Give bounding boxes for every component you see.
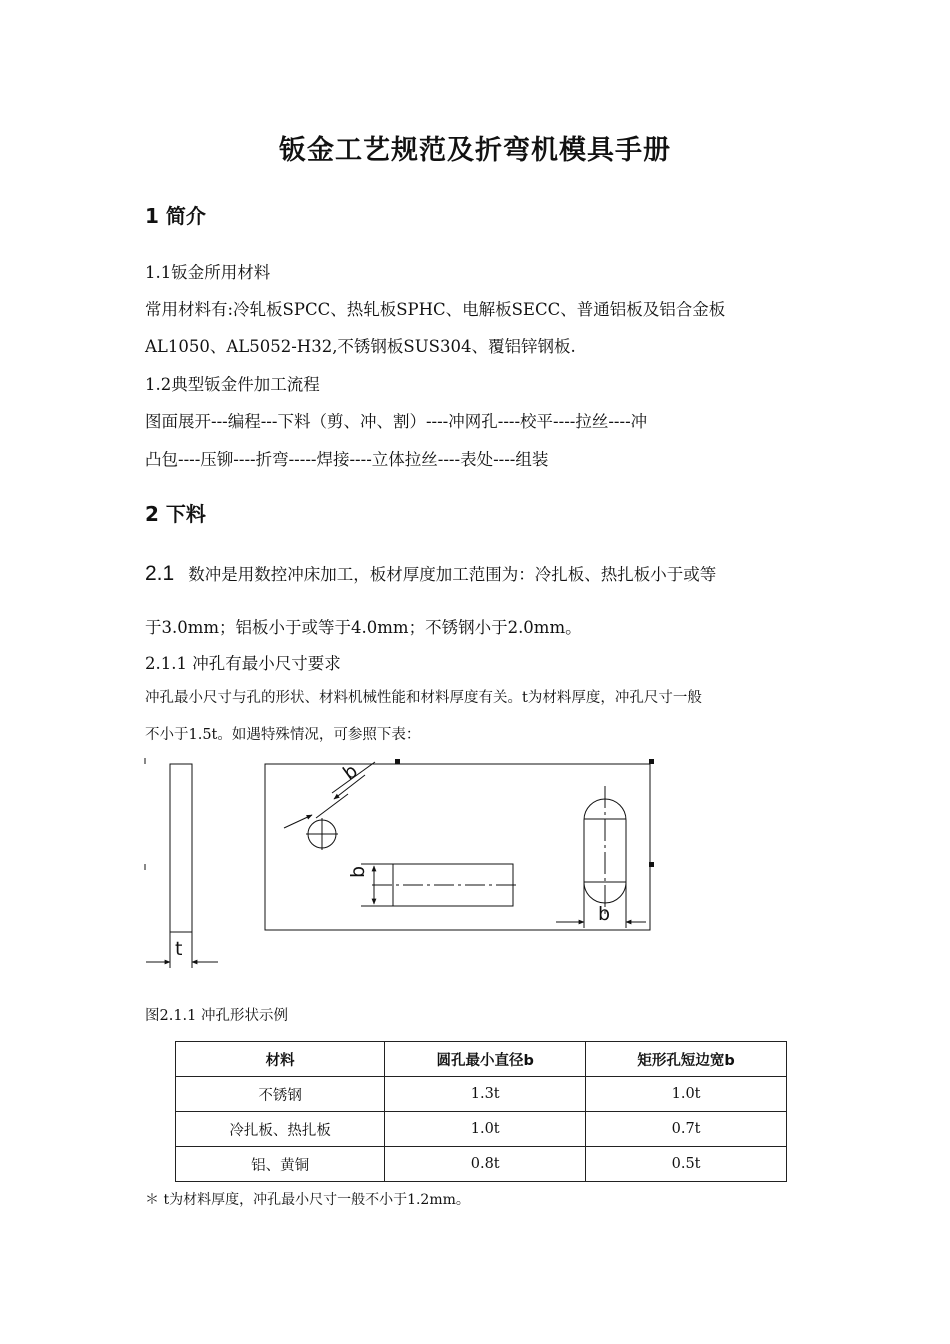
materials-line-1: 常用材料有:冷轧板SPCC、热轧板SPHC、电解板SECC、普通铝板及铝合金板 (145, 300, 726, 319)
rectangle-hole (361, 864, 520, 906)
section-number: 2.1 (145, 562, 175, 585)
table-cell: 1.0t (385, 1112, 586, 1147)
table-row (176, 1077, 787, 1112)
materials-line-2: AL1050、AL5052-H32,不锈钢板SUS304、覆铝锌钢板. (145, 337, 576, 356)
rect-hole-label: b (347, 865, 369, 878)
subsection-2-1-1: 2.1.1 冲孔有最小尺寸要求 (145, 654, 341, 673)
section-2-1-line-2: 于3.0mm；铝板小于或等于4.0mm；不锈钢小于2.0mm。 (145, 618, 582, 637)
section-2-1-text: 数冲是用数控冲床加工，板材厚度加工范围为：冷扎板、热扎板小于或等 (188, 565, 717, 584)
round-hole-label: b (339, 759, 362, 785)
table-cell: 1.3t (385, 1077, 586, 1112)
table-row (176, 1112, 787, 1147)
plate-side-view (145, 758, 218, 968)
slot-hole-label: b (598, 903, 611, 925)
plate-top-view (265, 764, 650, 930)
table-cell: 冷扎板、热扎板 (176, 1112, 385, 1147)
section-1-heading: 1 简介 (145, 204, 206, 228)
table-cell: 不锈钢 (176, 1077, 385, 1112)
column-header: 材料 (176, 1042, 385, 1077)
punch-rule-line-2: 不小于1.5t。如遇特殊情况，可参照下表： (145, 727, 421, 743)
grip-handle (395, 759, 400, 764)
punch-rule-line-1: 冲孔最小尺寸与孔的形状、材料机械性能和材料厚度有关。t为材料厚度，冲孔尺寸一般 (145, 690, 702, 706)
table-footnote: ＊ t为材料厚度，冲孔最小尺寸一般不小于1.2mm。 (145, 1192, 470, 1208)
grip-handle (649, 759, 654, 764)
process-line-2: 凸包----压铆----折弯-----焊接----立体拉丝----表处----组装 (145, 450, 549, 469)
process-line-1: 图面展开---编程---下料（剪、冲、割）----冲网孔----校平----拉丝----冲 (145, 412, 648, 431)
column-header: 矩形孔短边宽b (586, 1042, 787, 1077)
table-cell: 铝、黄铜 (176, 1147, 385, 1182)
table-cell: 0.7t (586, 1112, 787, 1147)
min-punch-size-table (175, 1041, 787, 1182)
page-title: 钣金工艺规范及折弯机模具手册 (279, 135, 671, 166)
grip-handle (649, 862, 654, 867)
table-cell: 1.0t (586, 1077, 787, 1112)
thickness-label: t (175, 938, 183, 960)
column-header: 圆孔最小直径b (385, 1042, 586, 1077)
table-row (176, 1147, 787, 1182)
table-cell: 0.5t (586, 1147, 787, 1182)
table-header-row (176, 1042, 787, 1077)
figure-caption: 图2.1.1 冲孔形状示例 (145, 1008, 289, 1024)
table-cell: 0.8t (385, 1147, 586, 1182)
section-2-heading: 2 下料 (145, 502, 206, 526)
subsection-1-2: 1.2典型钣金件加工流程 (145, 375, 320, 394)
round-hole (284, 759, 375, 850)
subsection-1-1: 1.1钣金所用材料 (145, 263, 271, 282)
